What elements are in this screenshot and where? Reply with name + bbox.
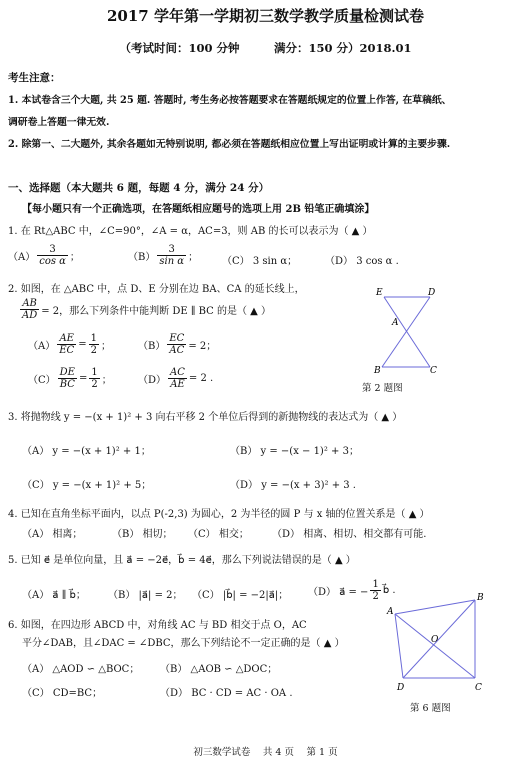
notice-line-2: 2. 除第一、二大题外, 其余各题如无特别说明, 都必须在答题纸相应位置上写出证明或计算的主要步骤. — [8, 139, 451, 150]
label-A: A — [392, 318, 399, 328]
page-title: 2017 学年第一学期初三数学教学质量检测试卷 — [107, 7, 424, 25]
question-4-stem: 4. 已知在直角坐标平面内，以点 P(-2,3) 为圆心，2 为半径的圆 P 与 x 轴的位置关系是（ ▲ ） — [8, 509, 430, 520]
question-6-figure-caption: 第 6 题图 — [410, 703, 451, 714]
question-1-stem: 1. 在 Rt△ABC 中，∠C=90°，∠A = α，AC=3，则 AB 的长可以表示为（ ▲ ） — [8, 226, 373, 237]
question-4-option-c: （C） 相交； — [188, 529, 249, 540]
label-C: C — [475, 683, 482, 693]
section-heading: 一、选择题（本大题共 6 题，每题 4 分，满分 24 分） — [8, 182, 270, 194]
label-C: C — [430, 366, 437, 376]
question-4-option-a: （A） 相离； — [22, 529, 83, 540]
question-6-stem-cont: 平分∠DAB，且∠DAC = ∠DBC，那么下列结论不一定正确的是（ ▲ ） — [22, 638, 345, 649]
question-1-option-a: （A） $\frac{3}{\text{cos α}}$ ； — [8, 244, 80, 267]
question-3-stem: 3. 将抛物线 y = −(x + 1)² + 3 向右平移 2 个单位后得到的新抛物线的表达式为（ ▲ ） — [8, 412, 403, 423]
notice-line-1-cont: 调研卷上答题一律无效. — [8, 117, 110, 128]
question-6-option-b: （B） △AOB ∽ △DOC； — [160, 664, 278, 675]
line-DA — [395, 614, 403, 678]
question-5-option-a: （A） a⃗ ∥ b⃗； — [22, 590, 86, 601]
question-3-option-a: （A） y = −(x + 1)² + 1； — [22, 446, 151, 457]
notice-heading: 考生注意： — [8, 72, 61, 84]
question-2-option-d: （D） $\frac{AC}{AE}$ = 2 . — [138, 367, 214, 390]
question-2-figure — [370, 285, 470, 380]
question-2-condition: $\frac{AB}{AD}$ = 2，那么下列条件中能判断 DE ∥ BC 的是（ ▲ ） — [22, 298, 272, 321]
question-3-option-d: （D） y = −(x + 3)² + 3 . — [230, 480, 356, 491]
question-2-stem: 2. 如图，在 △ABC 中，点 D、E 分别在边 BA、CA 的延长线上， — [8, 284, 305, 295]
question-1-option-b: （B） $\frac{3}{\text{sin α}}$ ； — [128, 244, 199, 267]
question-6-stem: 6. 如图，在四边形 ABCD 中，对角线 AC 与 BD 相交于点 O，AC — [8, 620, 307, 631]
section-instruction: 【每小题只有一个正确选项，在答题纸相应题号的选项上用 2B 铅笔正确填涂】 — [22, 204, 375, 215]
label-O: O — [431, 635, 439, 645]
question-2-option-a: （A） $\frac{AE}{EC}$ = $\frac{1}{2}$ ； — [28, 333, 111, 356]
label-B: B — [374, 366, 381, 376]
label-E: E — [376, 288, 383, 298]
question-5-option-b: （B） |a⃗| = 2； — [108, 590, 183, 601]
notice-line-1: 1. 本试卷含三个大题, 共 25 题. 答题时, 考生务必按答题要求在答题纸规定的位置上作答, 在草稿纸、 — [8, 95, 452, 106]
line-AB — [395, 600, 475, 614]
question-6-option-d: （D） BC · CD = AC · OA . — [160, 688, 293, 699]
question-5-option-c: （C） |b⃗| = −2|a⃗|； — [192, 590, 289, 601]
question-5-stem: 5. 已知 e⃗ 是单位向量，且 a⃗ = −2e⃗，b⃗ = 4e⃗，那么下列说法错误的是（ ▲ ） — [8, 555, 356, 566]
question-4-option-b: （B） 相切； — [112, 529, 173, 540]
question-2-option-c: （C） $\frac{DE}{BC}$ = $\frac{1}{2}$ ； — [28, 367, 112, 390]
question-5-option-d: （D） a⃗ = − $\frac{1}{2}$ b⃗ . — [308, 579, 396, 602]
label-A: A — [387, 607, 394, 617]
question-4-option-d: （D） 相离、相切、相交都有可能. — [272, 529, 427, 540]
exam-info: （考试时间：100 分钟 满分：150 分）2018.01 — [119, 41, 412, 55]
question-1-option-d: （D） 3 cos α . — [325, 256, 399, 267]
question-2-figure-caption: 第 2 题图 — [362, 383, 403, 394]
question-3-option-b: （B） y = −(x − 1)² + 3； — [230, 446, 359, 457]
question-6-option-c: （C） CD=BC； — [22, 688, 103, 699]
line-AC — [395, 614, 475, 678]
question-6-option-a: （A） △AOD ∽ △BOC； — [22, 664, 140, 675]
question-3-option-c: （C） y = −(x + 1)² + 5； — [22, 480, 152, 491]
question-1-option-c: （C） 3 sin α； — [222, 256, 298, 267]
line-BD — [403, 600, 475, 678]
question-6-figure — [385, 590, 505, 696]
page-footer: 初三数学试卷 共 4 页 第 1 页 — [193, 747, 338, 758]
label-D: D — [428, 288, 436, 298]
label-D: D — [397, 683, 405, 693]
question-2-option-b: （B） $\frac{EC}{AC}$ = 2； — [138, 333, 217, 356]
label-B: B — [477, 593, 484, 603]
